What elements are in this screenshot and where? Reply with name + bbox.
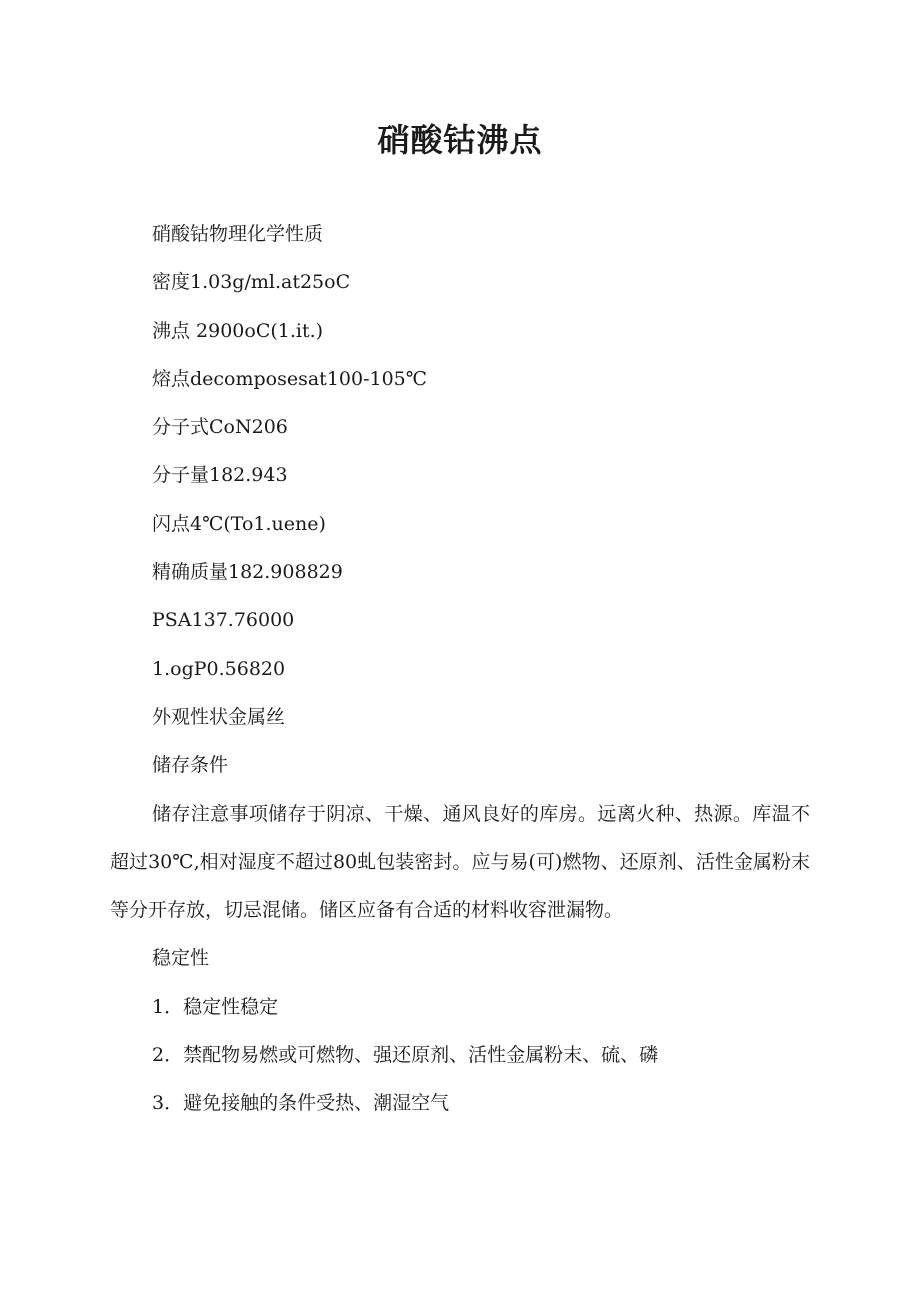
molecular-weight-line: 分子量182.943 xyxy=(152,464,288,487)
melting-point-line: 熔点decomposesat100-105℃ xyxy=(152,367,428,390)
property-heading: 硝酸钴物理化学性质 xyxy=(152,223,324,245)
stability-item: 1．稳定性稳定 xyxy=(152,995,279,1018)
formula-line: 分子式CoN206 xyxy=(152,416,288,439)
appearance-line: 外观性状金属丝 xyxy=(152,705,286,728)
storage-heading: 储存条件 xyxy=(152,754,229,777)
stability-heading: 稳定性 xyxy=(152,947,210,970)
flash-point-line: 闪点4℃(To1.uene) xyxy=(152,512,326,535)
psa-line: PSA137.76000 xyxy=(152,609,295,632)
stability-item: 2．禁配物易燃或可燃物、强还原剂、活性金属粉末、硫、磷 xyxy=(152,1044,659,1067)
density-line: 密度1.03g/ml.at25oC xyxy=(152,271,351,294)
logp-line: 1.ogP0.56820 xyxy=(152,657,286,680)
document-title: 硝酸钴沸点 xyxy=(377,121,543,159)
document-body xyxy=(110,210,810,1128)
boiling-point-line: 沸点 2900oC(1.it.) xyxy=(152,319,324,342)
stability-item: 3．避免接触的条件受热、潮湿空气 xyxy=(152,1092,450,1115)
storage-paragraph: 储存注意事项储存于阴凉、干燥、通风良好的库房。远离火种、热源。库温不超过30℃,相对湿度不超过80虬包装密封。应与易(可)燃物、还原剂、活性金属粉末等分开存放，切忌混储。储区应备有合适的材料收容泄漏物。 xyxy=(110,802,810,922)
exact-mass-line: 精确质量182.908829 xyxy=(152,561,343,584)
